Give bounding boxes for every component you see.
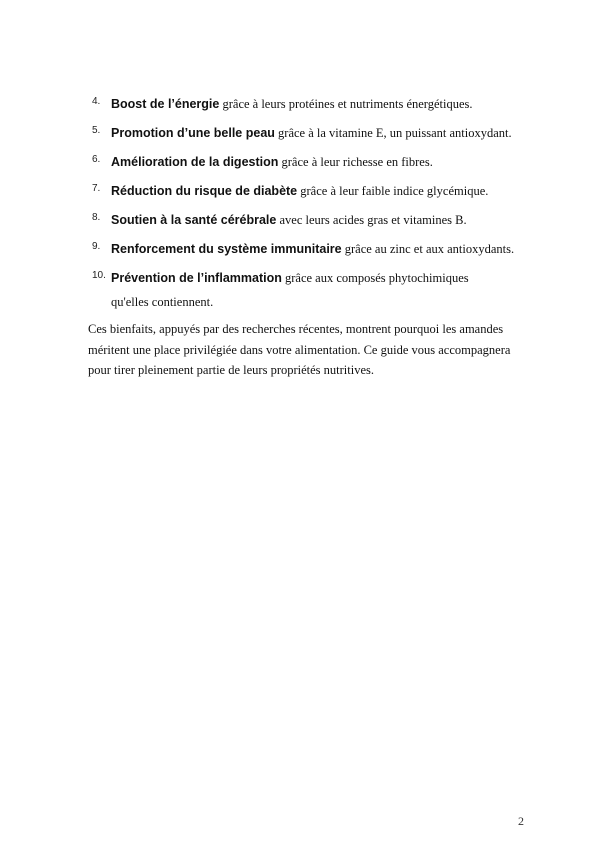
list-number: 5. xyxy=(92,125,101,136)
benefits-list xyxy=(0,94,600,316)
summary-paragraph: Ces bienfaits, appuyés par des recherches récentes, montrent pourquoi les amandes méritent une place privilégiée dans votre alimentation. Ce guide vous accompagnera pour tirer pleinement partie de leurs propriétés nutritives. xyxy=(88,322,511,377)
list-item-title: Boost de l’énergie xyxy=(111,97,220,111)
list-item-title: Soutien à la santé cérébrale xyxy=(111,213,277,227)
list-number: 6. xyxy=(92,154,101,165)
list-item xyxy=(0,210,600,239)
list-item xyxy=(0,152,600,181)
list-item xyxy=(0,123,600,152)
list-item xyxy=(0,94,600,123)
list-item-text: grâce à la vitamine E, un puissant antioxydant. xyxy=(274,126,512,140)
list-number: 8. xyxy=(92,212,101,223)
list-item-title: Promotion d’une belle peau xyxy=(111,126,275,140)
list-item xyxy=(0,239,600,268)
list-item-text: grâce aux composés phytochimiques qu'elles contiennent. xyxy=(111,271,469,309)
list-item-text: avec leurs acides gras et vitamines B. xyxy=(276,213,467,227)
list-item xyxy=(0,181,600,210)
list-item-title: Amélioration de la digestion xyxy=(111,155,279,169)
list-number: 9. xyxy=(92,241,101,252)
list-item-title: Réduction du risque de diabète xyxy=(111,184,298,198)
list-item-text: grâce à leurs protéines et nutriments énergétiques. xyxy=(219,97,473,111)
list-number: 10. xyxy=(92,270,106,281)
list-item-text: grâce à leur faible indice glycémique. xyxy=(297,184,489,198)
page-number: 2 xyxy=(518,814,524,828)
list-number: 7. xyxy=(92,183,101,194)
list-item-text: grâce au zinc et aux antioxydants. xyxy=(341,242,515,256)
list-item-text: grâce à leur richesse en fibres. xyxy=(278,155,433,169)
list-number: 4. xyxy=(92,96,101,107)
list-item-title: Prévention de l’inflammation xyxy=(111,271,282,285)
list-item xyxy=(0,268,600,316)
list-item-title: Renforcement du système immunitaire xyxy=(111,242,342,256)
